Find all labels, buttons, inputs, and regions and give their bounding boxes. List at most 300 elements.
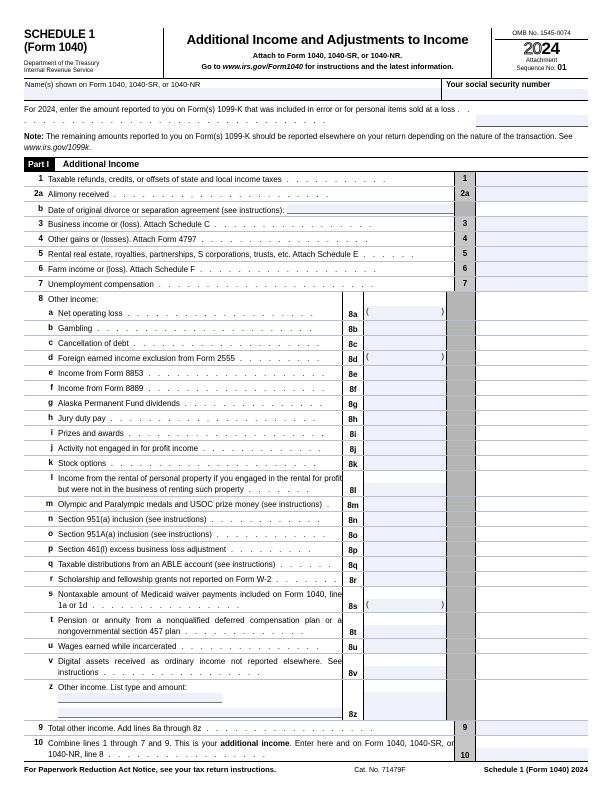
gray-block — [447, 426, 476, 440]
goto-prefix: Go to — [201, 62, 223, 71]
part-1-label: Part I — [24, 158, 55, 171]
line-8r-text: Scholarship and fellowship grants not reported on Form W-2 — [58, 574, 272, 584]
line-8l-cell-label: 8l — [342, 471, 364, 496]
line-8b-amount-input[interactable] — [364, 321, 447, 335]
line-8p-cell-label: 8p — [342, 542, 364, 556]
line-8n-text: Section 951(a) inclusion (see instructions) — [58, 514, 207, 524]
right-pad — [476, 557, 588, 571]
line-8d-row — [24, 351, 588, 366]
line-8-sub-col-spacer — [342, 292, 364, 306]
line-8j-letter: j — [50, 442, 53, 452]
line-8-row — [24, 292, 588, 306]
gray-block — [447, 306, 476, 320]
line-8s-text: Nontaxable amount of Medicaid waiver payments included on Form 1040, line 1a or 1d — [58, 589, 342, 610]
right-pad — [476, 306, 588, 320]
leader-dots: . . . . . . . — [243, 485, 312, 494]
line-8m-amount-input[interactable] — [364, 497, 447, 511]
leader-dots: . . . . . . . . . . . . — [211, 529, 328, 539]
gray-block — [447, 542, 476, 556]
leader-dots: . . . . . . . . . . . . . . . . . — [98, 668, 263, 677]
attach-instruction: Attach to Form 1040, 1040-SR, or 1040-NR. — [252, 51, 403, 60]
line-8f-amount-input[interactable] — [364, 381, 447, 395]
line-8n-letter: n — [48, 513, 53, 523]
line-8m-letter: m — [45, 498, 53, 508]
line-8t-letter: t — [50, 614, 53, 624]
line-8o-amount-input[interactable] — [364, 527, 447, 541]
line-8r-description — [58, 572, 342, 586]
line-8s-letter: s — [48, 588, 53, 598]
line-10-text-bold: additional income — [220, 738, 290, 748]
attachment-sequence — [495, 57, 588, 72]
gray-block — [447, 321, 476, 335]
line-8s-cell-label: 8s — [342, 587, 364, 612]
line-6-text: Farm income or (loss). Attach Schedule F — [48, 264, 196, 274]
line-8i-letter: i — [50, 427, 53, 437]
right-pad — [476, 587, 588, 612]
schedule-1-form — [24, 28, 588, 774]
line-8h-amount-input[interactable] — [364, 411, 447, 425]
line-8k-amount-input[interactable] — [364, 456, 447, 470]
line-8f-row — [24, 381, 588, 396]
line-2a-row — [24, 187, 588, 202]
gray-block — [447, 613, 476, 638]
line-10-cell-label: 10 — [454, 736, 476, 761]
line-8k-row — [24, 456, 588, 471]
line-8t-cell-label: 8t — [342, 613, 364, 638]
line-2b-no-amount — [476, 202, 588, 216]
sequence-label: Sequence No. — [516, 64, 556, 72]
line-6-cell-label: 6 — [454, 262, 476, 276]
name-label: Name(s) shown on Form 1040, 1040-SR, or 1040-NR — [25, 80, 201, 89]
form-footer — [24, 762, 588, 774]
right-pad — [476, 497, 588, 511]
leader-dots: . . . . . . . . . . . . . . . . . . . . . . — [105, 413, 318, 423]
line-8j-cell-label: 8j — [342, 441, 364, 455]
leader-dots: . . . . . . . . . . . — [281, 174, 388, 184]
name-field[interactable] — [24, 79, 442, 100]
line-8h-row — [24, 411, 588, 426]
line-8e-letter: e — [48, 367, 53, 377]
line-8u-amount-input[interactable] — [364, 639, 447, 653]
line-8c-description — [58, 336, 342, 350]
line-8p-text: Section 461(l) excess business loss adjustment — [58, 544, 227, 554]
line-5-row — [24, 247, 588, 262]
catalog-number: Cat. No. 71479F — [354, 766, 406, 774]
omb-number: OMB No. 1545-0074 — [495, 28, 588, 40]
line-8k-description — [58, 456, 342, 470]
line-9-cell-label: 9 — [454, 721, 476, 735]
leader-dots: . . . . . . . . . . . . . . . . — [87, 601, 242, 610]
gray-block — [447, 336, 476, 350]
line-8s-description — [58, 587, 342, 612]
line-4-text: Other gains or (losses). Attach Form 4797 — [48, 234, 197, 244]
line-2b-text: Date of original divorce or separation agreement (see instructions): — [48, 205, 285, 215]
line-3-description — [48, 217, 454, 231]
line-5-number: 5 — [38, 248, 43, 258]
line-8m-cell-label: 8m — [342, 497, 364, 511]
right-pad — [476, 542, 588, 556]
line-8u-letter: u — [48, 640, 53, 650]
line-8c-row — [24, 336, 588, 351]
line-8s-row — [24, 587, 588, 613]
department-line-2: Internal Revenue Service — [24, 67, 94, 75]
line-8b-text: Gambling — [58, 323, 93, 333]
right-pad — [476, 441, 588, 455]
line-8e-row — [24, 366, 588, 381]
line-8c-cell-label: 8c — [342, 336, 364, 350]
line-4-cell-label: 4 — [454, 232, 476, 246]
line-8l-amount-input[interactable] — [364, 471, 447, 496]
line-7-text: Unemployment compensation — [48, 279, 154, 289]
line-8g-cell-label: 8g — [342, 396, 364, 410]
form-1099k-entry-row — [24, 105, 588, 127]
line-3-amount-input[interactable] — [476, 217, 588, 231]
line-4-description — [48, 232, 454, 246]
line-8a-text: Net operating loss — [58, 308, 123, 318]
department-block — [24, 60, 159, 75]
line-2b-description — [48, 202, 454, 216]
line-8v-description — [58, 654, 342, 679]
line-8v-amount-input[interactable] — [364, 654, 447, 679]
line-8n-row — [24, 512, 588, 527]
line-1-amount-input[interactable] — [476, 172, 588, 186]
line-8o-cell-label: 8o — [342, 527, 364, 541]
line-8e-description — [58, 366, 342, 380]
line-8u-row — [24, 639, 588, 654]
department-line-1: Department of the Treasury — [24, 60, 100, 67]
paperwork-notice: For Paperwork Reduction Act Notice, see your tax return instructions. — [24, 764, 277, 774]
line-10-number: 10 — [34, 737, 43, 747]
line-8v-cell-label: 8v — [342, 654, 364, 679]
leader-dots: . . . . . . . . . . . . . . . . . . — [196, 234, 371, 244]
line-4-amount-input[interactable] — [476, 232, 588, 246]
line-8t-description — [58, 613, 342, 638]
line-8i-amount-input[interactable] — [364, 426, 447, 440]
schedule-form-ref: (Form 1040) — [24, 41, 87, 54]
schedule-number: SCHEDULE 1 — [24, 29, 95, 41]
right-pad — [476, 512, 588, 526]
gray-block — [447, 639, 476, 653]
line-10-description — [48, 736, 454, 761]
tax-year — [495, 40, 588, 58]
line-8d-text: Foreign earned income exclusion from Form 2555 — [58, 353, 235, 363]
line-8f-letter: f — [50, 382, 53, 392]
line-8-description: Other income: — [48, 294, 99, 304]
line-6-amount-input[interactable] — [476, 262, 588, 276]
line-8l-description — [58, 471, 342, 496]
line-2b-cell-blocked — [454, 202, 476, 216]
line-3-number: 3 — [38, 218, 43, 228]
line-8q-letter: q — [48, 558, 53, 568]
right-pad — [476, 321, 588, 335]
line-8p-letter: p — [48, 543, 53, 553]
line-8-number: 8 — [38, 293, 43, 303]
line-8m-description — [58, 497, 342, 511]
line-8s-amount-input[interactable] — [364, 587, 447, 612]
line-8h-cell-label: 8h — [342, 411, 364, 425]
line-4-number: 4 — [38, 233, 43, 243]
form-1099k-instruction: For 2024, enter the amount reported to you on Form(s) 1099-K that was included in error or for personal items sold at a loss — [24, 105, 455, 114]
line-8i-cell-label: 8i — [342, 426, 364, 440]
right-pad — [476, 654, 588, 679]
line-9-amount-input[interactable] — [476, 721, 588, 735]
line-5-amount-input[interactable] — [476, 247, 588, 261]
close-paren: ) — [441, 307, 444, 316]
line-8o-text: Section 951A(a) inclusion (see instructions) — [58, 529, 212, 539]
line-8a-amount-input[interactable] — [364, 306, 447, 320]
line-8r-amount-input[interactable] — [364, 572, 447, 586]
line-8m-row — [24, 497, 588, 512]
line-8i-description — [58, 426, 342, 440]
line-8o-letter: o — [48, 528, 53, 538]
line-10-amount-input[interactable] — [476, 736, 588, 761]
line-1-number: 1 — [38, 173, 43, 183]
note-url: www.irs.gov/1099k — [24, 142, 90, 152]
line-8g-description — [58, 396, 342, 410]
leader-dots: . . . . . . . — [271, 574, 339, 584]
line-1-row — [24, 172, 588, 187]
right-pad — [476, 680, 588, 720]
identity-row — [24, 79, 588, 101]
line-8o-row — [24, 527, 588, 542]
close-paren: ) — [441, 352, 444, 361]
line-8e-text: Income from Form 8853 — [58, 368, 144, 378]
line-8d-cell-label: 8d — [342, 351, 364, 365]
leader-dots: . . . . . . . . . — [226, 544, 313, 554]
divorce-date-input[interactable] — [287, 204, 454, 214]
line-8u-description — [58, 639, 342, 653]
line-8f-cell-label: 8f — [342, 381, 364, 395]
form-1099k-text — [24, 105, 476, 126]
line-8f-description — [58, 381, 342, 395]
line-3-row — [24, 217, 588, 232]
gray-block — [447, 441, 476, 455]
leader-dots: . . . . . . . . . . . . . . . . . . . . — [128, 338, 322, 348]
leader-dots: . . . . . . . . . . . . . . . . . . . — [143, 368, 327, 378]
line-8r-letter: r — [49, 573, 53, 583]
line-8e-cell-label: 8e — [342, 366, 364, 380]
attachment-label: Attachment — [525, 56, 558, 64]
gray-block — [447, 381, 476, 395]
leader-dots: . . . . . . . . . . . . . . . . . . — [201, 723, 376, 733]
line-2a-amount-input[interactable] — [476, 187, 588, 201]
form-identifier: Schedule 1 (Form 1040) 2024 — [483, 764, 588, 774]
line-5-text: Rental real estate, royalties, partnerships, S corporations, trusts, etc. Attach Schedule E — [48, 249, 359, 259]
tax-year-suffix: 24 — [541, 38, 560, 58]
line-8j-description — [58, 441, 342, 455]
line-8p-amount-input[interactable] — [364, 542, 447, 556]
line-8k-letter: k — [48, 457, 53, 467]
line-8t-row — [24, 613, 588, 639]
line-2a-cell-label: 2a — [454, 187, 476, 201]
line-2b-number: b — [38, 203, 43, 213]
right-pad — [476, 396, 588, 410]
line-8b-description — [58, 321, 342, 335]
right-pad — [476, 613, 588, 638]
gray-block — [447, 512, 476, 526]
line-8k-cell-label: 8k — [342, 456, 364, 470]
line-8c-text: Cancellation of debt — [58, 338, 129, 348]
line-2a-number: 2a — [34, 188, 43, 198]
line-8a-row — [24, 306, 588, 321]
line-8l-text: Income from the rental of personal property if you engaged in the rental for profit but were not in the business of renting such property — [58, 473, 342, 494]
right-pad — [476, 572, 588, 586]
line-10-row — [24, 736, 588, 762]
line-8l-row — [24, 471, 588, 497]
additional-income-lines — [24, 172, 588, 762]
leader-dots: . . . . . . . . . . . . . . . . . . . — [195, 264, 379, 274]
other-income-type-input-1[interactable] — [58, 693, 222, 703]
tax-year-prefix: 20 — [523, 38, 542, 58]
irs-url: www.irs.gov/Form1040 — [222, 62, 303, 71]
leader-dots: . . . . . . . . . . . . . . . . . . . . — [122, 308, 316, 318]
line-8e-amount-input[interactable] — [364, 366, 447, 380]
line-8b-cell-label: 8b — [342, 321, 364, 335]
line-8t-amount-input[interactable] — [364, 613, 447, 638]
form-1099k-note — [24, 132, 588, 153]
line-8h-letter: h — [48, 412, 53, 422]
line-8o-description — [58, 527, 342, 541]
line-2a-description — [48, 187, 454, 201]
header-left-block — [24, 28, 164, 78]
line-8c-letter: c — [48, 337, 53, 347]
line-7-amount-input[interactable] — [476, 277, 588, 291]
line-9-row — [24, 721, 588, 736]
line-10-text-b: . Enter here and on Form 1040, 1040-SR, or 1040-NR, line 8 — [48, 738, 454, 759]
leader-dots: . . . . . . . . . . . . . . . . . . . — [143, 383, 327, 393]
leader-dots: . . . . . . . . . . . . . — [198, 443, 324, 453]
line-8j-amount-input[interactable] — [364, 441, 447, 455]
line-3-text: Business income or (loss). Attach Schedule C — [48, 219, 210, 229]
line-8b-row — [24, 321, 588, 336]
line-8u-cell-label: 8u — [342, 639, 364, 653]
line-8b-letter: b — [48, 322, 53, 332]
form-title: Additional Income and Adjustments to Income — [186, 32, 469, 47]
line-8q-text: Taxable distributions from an ABLE account (see instructions) — [58, 559, 276, 569]
line-8q-row — [24, 557, 588, 572]
line-8a-letter: a — [48, 307, 53, 317]
line-8q-description — [58, 557, 342, 571]
form-1099k-amount-input[interactable] — [476, 115, 588, 127]
gray-block — [447, 680, 476, 720]
line-7-row — [24, 277, 588, 292]
right-pad — [476, 426, 588, 440]
line-8f-text: Income from Form 8889 — [58, 383, 144, 393]
line-8p-row — [24, 542, 588, 557]
line-8g-letter: g — [48, 397, 53, 407]
gray-block — [447, 572, 476, 586]
line-6-row — [24, 262, 588, 277]
line-5-cell-label: 5 — [454, 247, 476, 261]
line-6-number: 6 — [38, 263, 43, 273]
right-pad — [476, 366, 588, 380]
gray-block — [447, 366, 476, 380]
right-pad — [476, 351, 588, 365]
gray-block — [447, 351, 476, 365]
line-8v-row — [24, 654, 588, 680]
note-label: Note: — [24, 132, 44, 141]
line-6-description — [48, 262, 454, 276]
leader-dots: . . . . . . — [275, 559, 334, 569]
line-9-number: 9 — [38, 722, 43, 732]
line-10-text-a: Combine lines 1 through 7 and 9. This is your — [48, 738, 221, 748]
leader-dots: . . . . . . . . . — [234, 353, 322, 363]
line-8m-text: Olympic and Paralympic medals and USOC prize money (see instructions) — [58, 499, 323, 509]
line-8n-cell-label: 8n — [342, 512, 364, 526]
open-paren: ( — [366, 352, 369, 361]
leader-dots: . . . . . . — [358, 249, 417, 259]
gray-block — [447, 497, 476, 511]
open-paren: ( — [366, 600, 369, 609]
line-8g-amount-input[interactable] — [364, 396, 447, 410]
line-8i-row — [24, 426, 588, 441]
ssn-label: Your social security number — [446, 80, 551, 89]
ssn-field[interactable] — [442, 79, 588, 100]
line-8-sub-money-spacer — [364, 292, 447, 306]
header-center-block — [164, 28, 492, 78]
part-1-header — [24, 158, 588, 172]
line-8z-amount-input[interactable] — [364, 680, 447, 720]
line-8k-text: Stock options — [58, 458, 107, 468]
leader-dots: . . . . . . . . . . . . . . . . . . . . . — [123, 428, 327, 438]
leader-dots: . . . . . . . . . . . . . . . . . — [103, 750, 268, 759]
gray-block — [447, 456, 476, 470]
gray-block — [447, 396, 476, 410]
line-8z-letter: z — [49, 681, 53, 691]
line-8c-amount-input[interactable] — [364, 336, 447, 350]
leader-dots: . . . . . . . . . . . . . . . . . . . . . . . . . . . . . . . . . . — [24, 105, 473, 125]
line-8j-row — [24, 441, 588, 456]
line-8a-cell-label: 8a — [342, 306, 364, 320]
line-8p-description — [58, 542, 342, 556]
line-2a-text: Alimony received — [48, 189, 109, 199]
line-8a-description — [58, 306, 342, 320]
line-8q-amount-input[interactable] — [364, 557, 447, 571]
right-pad — [476, 639, 588, 653]
gray-block — [447, 654, 476, 679]
form-1099k-block — [24, 101, 588, 158]
leader-dots: . . . . . . . . . . . . . . . — [179, 398, 325, 408]
line-2b-row — [24, 202, 588, 217]
line-8r-row — [24, 572, 588, 587]
leader-dots: . . . . . . . . . . . . . . . . . . . . . . . — [108, 189, 331, 199]
line-8u-text: Wages earned while incarcerated — [58, 641, 177, 651]
line-8n-amount-input[interactable] — [364, 512, 447, 526]
line-8i-text: Prizes and awards — [58, 428, 124, 438]
line-8-right-pad — [476, 292, 588, 306]
leader-dots: . . . . . . . . . . . . . . . . . . . . . . — [106, 458, 319, 468]
header-right-block — [492, 28, 588, 78]
line-8h-text: Jury duty pay — [58, 413, 106, 423]
line-8n-description — [58, 512, 342, 526]
goto-suffix: for instructions and the latest information. — [302, 62, 454, 71]
form-header — [24, 28, 588, 79]
line-9-text: Total other income. Add lines 8a through 8z — [48, 723, 202, 733]
right-pad — [476, 336, 588, 350]
right-pad — [476, 411, 588, 425]
leader-dots: . . . . . . . . . . . . — [206, 514, 323, 524]
line-8z-text: Other income. List type and amount: — [58, 682, 187, 692]
right-pad — [476, 456, 588, 470]
line-8d-amount-input[interactable] — [364, 351, 447, 365]
line-8j-text: Activity not engaged in for profit income — [58, 443, 199, 453]
right-pad — [476, 381, 588, 395]
close-paren: ) — [441, 600, 444, 609]
other-income-type-input-2[interactable] — [58, 708, 342, 718]
gray-block — [447, 471, 476, 496]
line-4-row — [24, 232, 588, 247]
gray-block — [447, 411, 476, 425]
